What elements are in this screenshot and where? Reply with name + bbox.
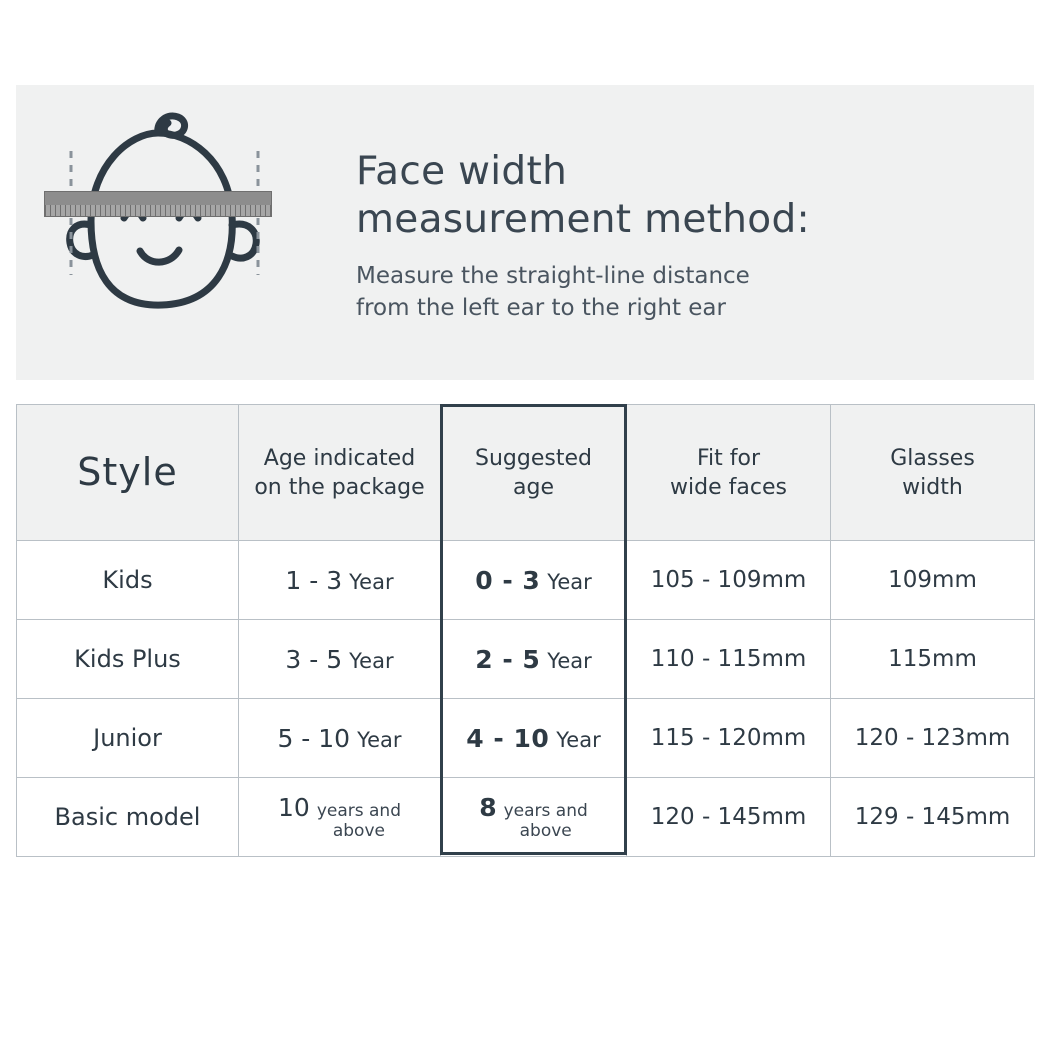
cell-style: Kids Plus [17,620,239,699]
table-row [17,778,1035,857]
cell-age-package-unit: Year [349,648,394,673]
cell-age-package-value: 1 - 3 [285,565,343,595]
cell-suggested-value: 4 - 10 [466,723,550,753]
cell-glasses-width: 129 - 145mm [831,778,1035,857]
banner-subtitle [356,260,810,324]
ruler-icon [44,191,272,217]
cell-age-on-package [239,541,441,620]
banner-title-line2: measurement method: [356,196,810,242]
cell-age-on-package [239,620,441,699]
banner-title [356,148,810,244]
cell-fit-wide-faces: 115 - 120mm [627,699,831,778]
cell-glasses-width: 115mm [831,620,1035,699]
cell-age-package-unit-line1: years and [316,801,401,821]
cell-suggested-value: 8 [479,793,497,822]
size-chart-table-wrap [16,404,1034,857]
cell-suggested-unit-line1: years and [503,801,588,821]
cell-age-package-value: 5 - 10 [277,723,351,753]
table-header [17,405,1035,541]
cell-suggested-unit: Year [547,648,592,673]
banner-text-block [356,142,810,324]
table-row [17,541,1035,620]
header-glasses-width-line2: width [902,474,963,500]
header-suggested-age-line2: age [513,474,554,500]
cell-glasses-width: 109mm [831,541,1035,620]
cell-fit-wide-faces: 105 - 109mm [627,541,831,620]
cell-fit-wide-faces: 110 - 115mm [627,620,831,699]
cell-glasses-width: 120 - 123mm [831,699,1035,778]
cell-suggested-age [441,541,627,620]
header-suggested-age-line1: Suggested [475,445,592,471]
cell-style: Kids [17,541,239,620]
table-header-row [17,405,1035,541]
header-glasses-width-line1: Glasses [890,445,975,471]
header-age-on-package-line1: Age indicated [263,445,416,471]
face-width-banner [16,85,1034,380]
header-glasses-width [831,405,1035,541]
size-chart-table [16,404,1035,857]
table-row [17,699,1035,778]
table-body [17,541,1035,857]
header-suggested-age [441,405,627,541]
cell-fit-wide-faces: 120 - 145mm [627,778,831,857]
cell-age-on-package [239,699,441,778]
header-fit-wide-faces [627,405,831,541]
cell-suggested-age [441,778,627,857]
header-age-on-package [239,405,441,541]
cell-suggested-unit: Year [547,569,592,594]
cell-age-package-value: 3 - 5 [285,644,343,674]
banner-title-line1: Face width [356,148,568,194]
banner-subtitle-line1: Measure the straight-line distance [356,262,750,289]
cell-suggested-age [441,620,627,699]
header-fit-wide-faces-line1: Fit for [696,445,761,471]
child-head-with-ruler-icon [36,103,336,363]
cell-suggested-age [441,699,627,778]
cell-age-package-unit-line2: above [332,821,385,841]
cell-suggested-unit: Year [556,727,601,752]
cell-suggested-value: 2 - 5 [475,644,541,674]
cell-style: Junior [17,699,239,778]
cell-age-on-package [239,778,441,857]
banner-subtitle-line2: from the left ear to the right ear [356,294,726,321]
child-head-illustration-svg [36,103,336,363]
cell-age-package-value: 10 [278,793,310,822]
header-fit-wide-faces-line2: wide faces [670,474,787,500]
table-row [17,620,1035,699]
header-style: Style [17,405,239,541]
cell-suggested-unit-line2: above [519,821,572,841]
cell-age-package-unit: Year [349,569,394,594]
cell-age-package-unit: Year [357,727,402,752]
cell-style: Basic model [17,778,239,857]
header-age-on-package-line2: on the package [254,474,425,500]
cell-suggested-value: 0 - 3 [475,565,541,595]
